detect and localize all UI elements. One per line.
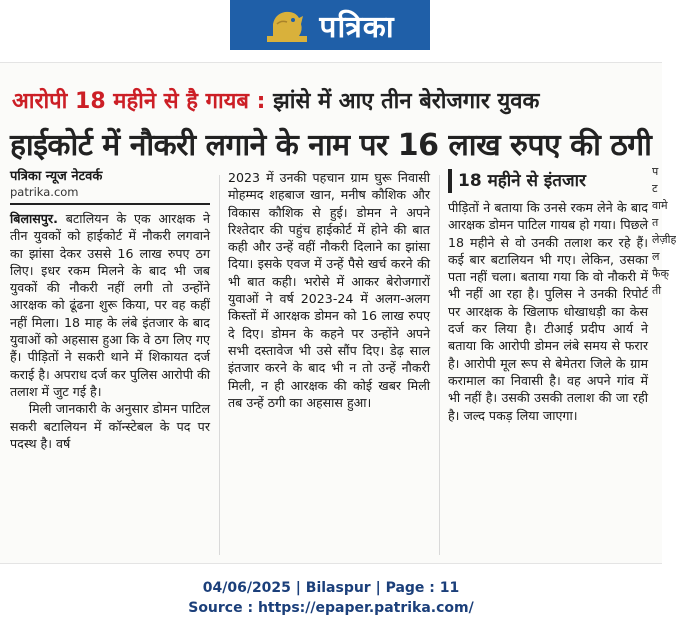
column-3 [448,169,648,424]
byline-site: patrika.com [10,185,79,199]
paragraph-text: बटालियन के एक आरक्षक ने तीन युवकों को हाईकोर्ट में नौकरी लगवाने का झांसा देकर उससे 16 लाख रुपए ठग लिए। इधर रकम मिलने के बाद भी जब युवकों की नौकरी नहीं लगी तो उन्होंने आरक्षक को ढूंढना शुरू किया, पर वह कहीं नहीं मिला। 18 माह के लंबे इंतजार के बाद युवाओं को अहसास हुआ कि वे ठग लिए गए हैं। पीड़ितों ने सकरी थाने में शिकायत दर्ज कराई है। अपराध दर्ज कर पुलिस आरोपी की तलाश में जुट गई है। [10,211,210,399]
kicker-dark: झांसे में आए तीन बेरोजगार युवक [273,89,540,114]
footer-source-line: Source : https://epaper.patrika.com/ [188,600,474,616]
footer [0,578,662,618]
kicker-red: आरोपी 18 महीने से है गायब [12,89,249,114]
headline: हाईकोर्ट में नौकरी लगाने के नाम पर 16 लाख रुपए की ठगी [10,128,652,163]
paragraph: पीड़ितों ने बताया कि उनसे रकम लेने के बाद आरक्षक डोमन पाटिल गायब हो गया। पिछले 18 महीने से वो उनकी तलाश कर रहे हैं। कई बार बटालियन भी गए। लेकिन, उसका पता नहीं चला। बताया गया कि वो नौकरी में भी नहीं आ रहा है। पुलिस ने उनकी रिपोर्ट पर आरक्षक के खिलाफ धोखाधड़ी का केस दर्ज कर लिया है। टीआई प्रदीप आर्य ने बताया कि आरोपी डोमन लंबे समय से फरार है। आरोपी मूल रूप से बेमेतरा जिले के ग्राम करामाल का निवासी है। वह अपने गांव में भी नहीं है। उसकी उसकी तलाश की जा रही है। जल्द पकड़ लिया जाएगा। [448,200,648,423]
column-divider [219,175,220,555]
byline: पत्रिका न्यूज नेटवर्क [10,169,103,184]
subheading-text: 18 महीने से इंतजार [458,171,586,191]
kicker-separator: : [249,89,274,114]
paragraph: 2023 में उनकी पहचान ग्राम घुरू निवासी मोहम्मद शहबाज खान, मनीष कौशिक और विकास कौशिक से हुई। डोमन ने अपने रिश्तेदार की पहुंच हाईकोर्ट में होने की बात कही और उन्हें वहीं नौकरी दिलाने का झांसा दिया। इसके एवज में उन्हें पैसे खर्च करने की भी बात कही। भरोसे में आकर बेरोजगारों युवाओं ने वर्ष 2023-24 में अलग-अलग किस्तों में आरक्षक डोमन को 16 लाख रुपए दे दिए। डोमन के कहने पर उन्होंने अपने सभी दस्तावेज भी उसे सौंप दिए। डेढ़ साल इंतजार करने के बाद भी न तो उन्हें नौकरी मिली, न ही आरक्षक की कोई खबर मिली तब उन्हें ठगी का अहसास हुआ। [228,170,430,410]
adjacent-article-edge: पटवामेतलेज़ीहलफैक्ती [652,165,676,297]
column-divider [439,175,440,555]
footer-date-line: 04/06/2025 | Bilaspur | Page : 11 [202,580,460,596]
lion-logo-icon [265,6,309,44]
subheading [448,169,648,193]
byline-rule [10,203,210,205]
paragraph: मिली जानकारी के अनुसार डोमन पाटिल सकरी बटालियन में कॉन्स्टेबल के पद पर पदस्थ है। वर्ष [10,401,210,451]
column-2 [228,169,430,411]
newspaper-clipping [0,62,676,564]
masthead [230,0,430,50]
brand-name: पत्रिका [319,9,395,45]
subheading-bar [448,169,452,193]
paragraph [10,210,210,400]
kicker [12,85,539,115]
column-1 [10,169,210,452]
dateline: बिलासपुर. [10,211,58,226]
